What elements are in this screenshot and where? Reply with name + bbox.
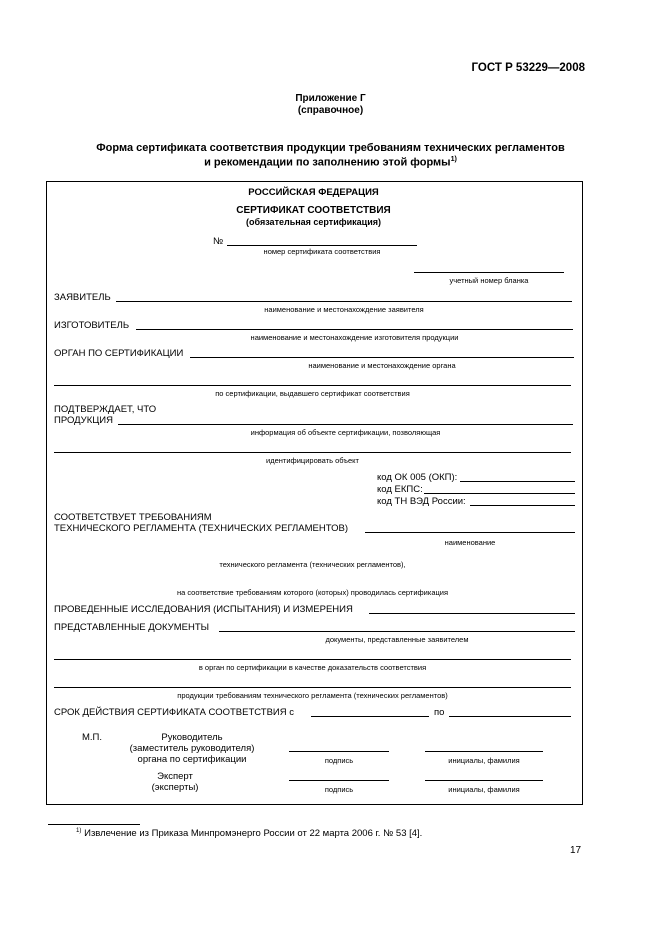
expert-label-line1: Эксперт bbox=[157, 771, 193, 782]
product-label: ПРОДУКЦИЯ bbox=[54, 415, 113, 426]
footnote-text: Извлечение из Приказа Минпромэнерго России от 22 марта 2006 г. № 53 [4]. bbox=[84, 828, 423, 840]
documents-field[interactable] bbox=[219, 631, 575, 632]
code-tnved-field[interactable] bbox=[470, 505, 575, 506]
head-signature-caption: подпись bbox=[324, 756, 354, 765]
footnote bbox=[76, 827, 422, 839]
documents-caption: документы, представленные заявителем bbox=[325, 635, 469, 644]
validity-from-field[interactable] bbox=[311, 716, 429, 717]
head-signature-field[interactable] bbox=[289, 751, 389, 752]
product-caption: информация об объекте сертификации, позволяющая bbox=[250, 428, 441, 437]
applicant-field[interactable] bbox=[116, 301, 572, 302]
expert-initials-field[interactable] bbox=[425, 780, 543, 781]
documents-label: ПРЕДСТАВЛЕННЫЕ ДОКУМЕНТЫ bbox=[54, 622, 210, 633]
head-initials-field[interactable] bbox=[425, 751, 543, 752]
code-ekps-field[interactable] bbox=[424, 493, 575, 494]
tests-field[interactable] bbox=[369, 613, 575, 614]
page-number: 17 bbox=[570, 845, 582, 856]
validity-to-field[interactable] bbox=[449, 716, 571, 717]
cert-body-field-2[interactable] bbox=[54, 385, 571, 386]
footnote-divider bbox=[48, 824, 140, 825]
cert-body-field[interactable] bbox=[190, 357, 574, 358]
cert-body-label: ОРГАН ПО СЕРТИФИКАЦИИ bbox=[54, 348, 184, 359]
validity-to-label: по bbox=[434, 707, 445, 718]
stamp-label: М.П. bbox=[82, 732, 103, 743]
code-tnved-label: код ТН ВЭД России: bbox=[377, 496, 466, 507]
regulation-caption: наименование bbox=[444, 538, 496, 547]
product-field[interactable] bbox=[118, 424, 573, 425]
product-caption-2: идентифицировать объект bbox=[266, 456, 359, 465]
blank-number-field[interactable] bbox=[414, 272, 564, 273]
expert-initials-caption: инициалы, фамилия bbox=[448, 785, 520, 794]
regulation-caption-2: технического регламента (технических регламентов), bbox=[219, 560, 406, 569]
complies-label: СООТВЕТСТВУЕТ ТРЕБОВАНИЯМ bbox=[54, 512, 212, 523]
head-label-line1: Руководитель bbox=[161, 732, 223, 743]
form-heading-line1: Форма сертификата соответствия продукции требованиям технических регламентов bbox=[96, 142, 565, 154]
appendix-title: Приложение Г bbox=[295, 93, 366, 104]
tests-label: ПРОВЕДЕННЫЕ ИССЛЕДОВАНИЯ (ИСПЫТАНИЯ) И ИЗМЕРЕНИЯ bbox=[54, 604, 353, 615]
cert-country: РОССИЙСКАЯ ФЕДЕРАЦИЯ bbox=[248, 187, 379, 198]
documents-caption-2: в орган по сертификации в качестве доказательств соответствия bbox=[198, 663, 427, 672]
expert-label-line2: (эксперты) bbox=[151, 782, 199, 793]
code-okp-label: код ОК 005 (ОКП): bbox=[377, 472, 458, 483]
documents-field-3[interactable] bbox=[54, 687, 571, 688]
head-label-line3: органа по сертификации bbox=[137, 754, 247, 765]
head-initials-caption: инициалы, фамилия bbox=[448, 756, 520, 765]
number-field[interactable] bbox=[227, 245, 417, 246]
documents-field-2[interactable] bbox=[54, 659, 571, 660]
regulation-caption-3: на соответствие требованиям которого (которых) проводилась сертификация bbox=[176, 588, 449, 597]
expert-signature-field[interactable] bbox=[289, 780, 389, 781]
manufacturer-caption: наименование и местонахождение изготовителя продукции bbox=[250, 333, 459, 342]
confirms-label: ПОДТВЕРЖДАЕТ, ЧТО bbox=[54, 404, 157, 415]
regulation-field[interactable] bbox=[365, 532, 575, 533]
footnote-number: 1) bbox=[76, 827, 82, 834]
standard-number: ГОСТ Р 53229—2008 bbox=[471, 62, 585, 74]
documents-caption-3: продукции требованиям технического регламента (технических регламентов) bbox=[177, 691, 448, 700]
manufacturer-field[interactable] bbox=[136, 329, 573, 330]
cert-title: СЕРТИФИКАТ СООТВЕТСТВИЯ bbox=[236, 205, 391, 216]
applicant-label: ЗАЯВИТЕЛЬ bbox=[54, 292, 111, 303]
cert-body-caption-2: по сертификации, выдавшего сертификат соответствия bbox=[215, 389, 410, 398]
applicant-caption: наименование и местонахождение заявителя bbox=[264, 305, 424, 314]
cert-body-caption: наименование и местонахождение органа bbox=[308, 361, 456, 370]
validity-label: СРОК ДЕЙСТВИЯ СЕРТИФИКАТА СООТВЕТСТВИЯ с bbox=[54, 707, 295, 718]
regulation-label: ТЕХНИЧЕСКОГО РЕГЛАМЕНТА (ТЕХНИЧЕСКИХ РЕГЛАМЕНТОВ) bbox=[54, 523, 349, 534]
code-okp-field[interactable] bbox=[460, 481, 575, 482]
appendix-subtitle: (справочное) bbox=[297, 105, 364, 116]
head-label-line2: (заместитель руководителя) bbox=[129, 743, 255, 754]
footnote-mark: 1) bbox=[450, 155, 457, 163]
cert-subtitle: (обязательная сертификация) bbox=[246, 217, 381, 227]
code-ekps-label: код ЕКПС: bbox=[377, 484, 423, 495]
product-field-2[interactable] bbox=[54, 452, 571, 453]
manufacturer-label: ИЗГОТОВИТЕЛЬ bbox=[54, 320, 130, 331]
blank-number-caption: учетный номер бланка bbox=[449, 276, 529, 285]
number-label: № bbox=[213, 236, 224, 247]
form-heading-line2: и рекомендации по заполнению этой формы$^{1)}$ bbox=[204, 155, 457, 169]
expert-signature-caption: подпись bbox=[324, 785, 354, 794]
number-caption: номер сертификата соответствия bbox=[263, 247, 381, 256]
